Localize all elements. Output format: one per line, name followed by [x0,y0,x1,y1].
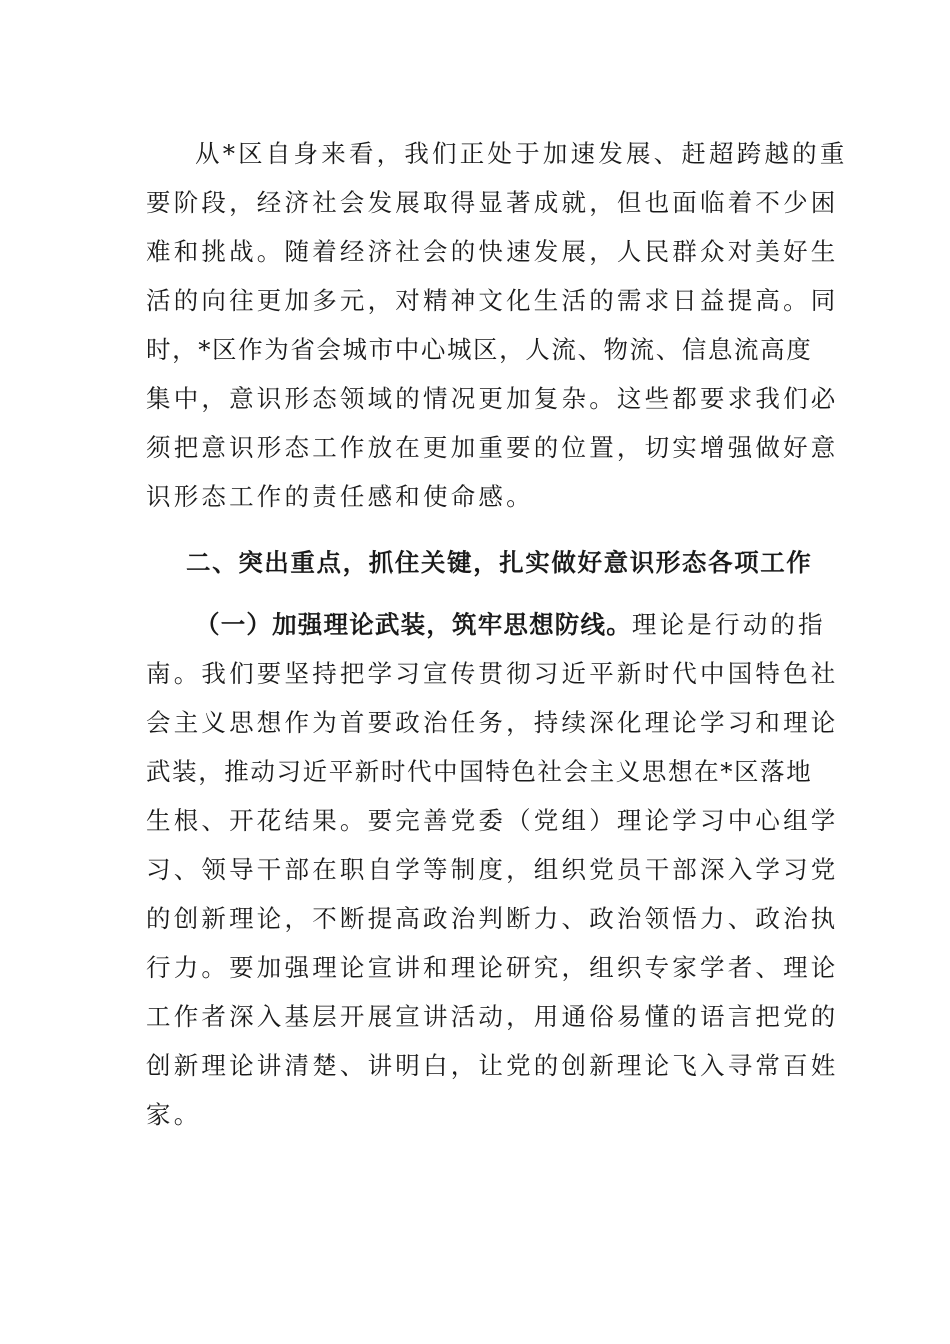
paragraph-line: 集中，意识形态领域的情况更加复杂。这些都要求我们必 [146,384,839,413]
paragraph-line: 要阶段，经济社会发展取得显著成就，但也面临着不少困 [146,188,839,217]
paragraph-line: 会主义思想作为首要政治任务，持续深化理论学习和理论 [146,708,839,737]
paragraph-context [146,129,848,521]
paragraph-line: 须把意识形态工作放在更加重要的位置，切实增强做好意 [146,433,839,462]
paragraph-lead-rest: 理论是行动的指 [631,610,826,639]
paragraph-line: 生根、开花结果。要完善党委（党组）理论学习中心组学 [146,806,839,835]
paragraph-line: 创新理论讲清楚、讲明白，让党的创新理论飞入寻常百姓 [146,1051,839,1080]
paragraph-line: 的创新理论，不断提高政治判断力、政治领悟力、政治执 [146,904,839,933]
paragraph-line: 识形态工作的责任感和使命感。 [146,482,534,511]
paragraph-line: 南。我们要坚持把学习宣传贯彻习近平新时代中国特色社 [146,659,839,688]
paragraph-line: 活的向往更加多元，对精神文化生活的需求日益提高。同 [146,286,839,315]
paragraph-theory [146,600,839,1139]
paragraph-line: 习、领导干部在职自学等制度，组织党员干部深入学习党 [146,855,839,884]
paragraph-line: 行力。要加强理论宣讲和理论研究，组织专家学者、理论 [146,953,839,982]
section-heading: 二、突出重点，抓住关键，扎实做好意识形态各项工作 [186,548,813,577]
paragraph-line: 时，*区作为省会城市中心城区，人流、物流、信息流高度 [146,335,813,364]
paragraph-line: 从*区自身来看，我们正处于加速发展、赶超跨越的重 [195,139,848,168]
paragraph-line: 难和挑战。随着经济社会的快速发展，人民群众对美好生 [146,237,839,266]
paragraph-first-line [146,600,826,649]
paragraph-line: 家。 [146,1100,202,1129]
paragraph-line: 工作者深入基层开展宣讲活动，用通俗易懂的语言把党的 [146,1002,839,1031]
paragraph-bold-lead: （一）加强理论武装，筑牢思想防线。 [195,610,632,639]
section-heading-block [146,538,813,587]
paragraph-line: 武装，推动习近平新时代中国特色社会主义思想在*区落地 [146,757,813,786]
